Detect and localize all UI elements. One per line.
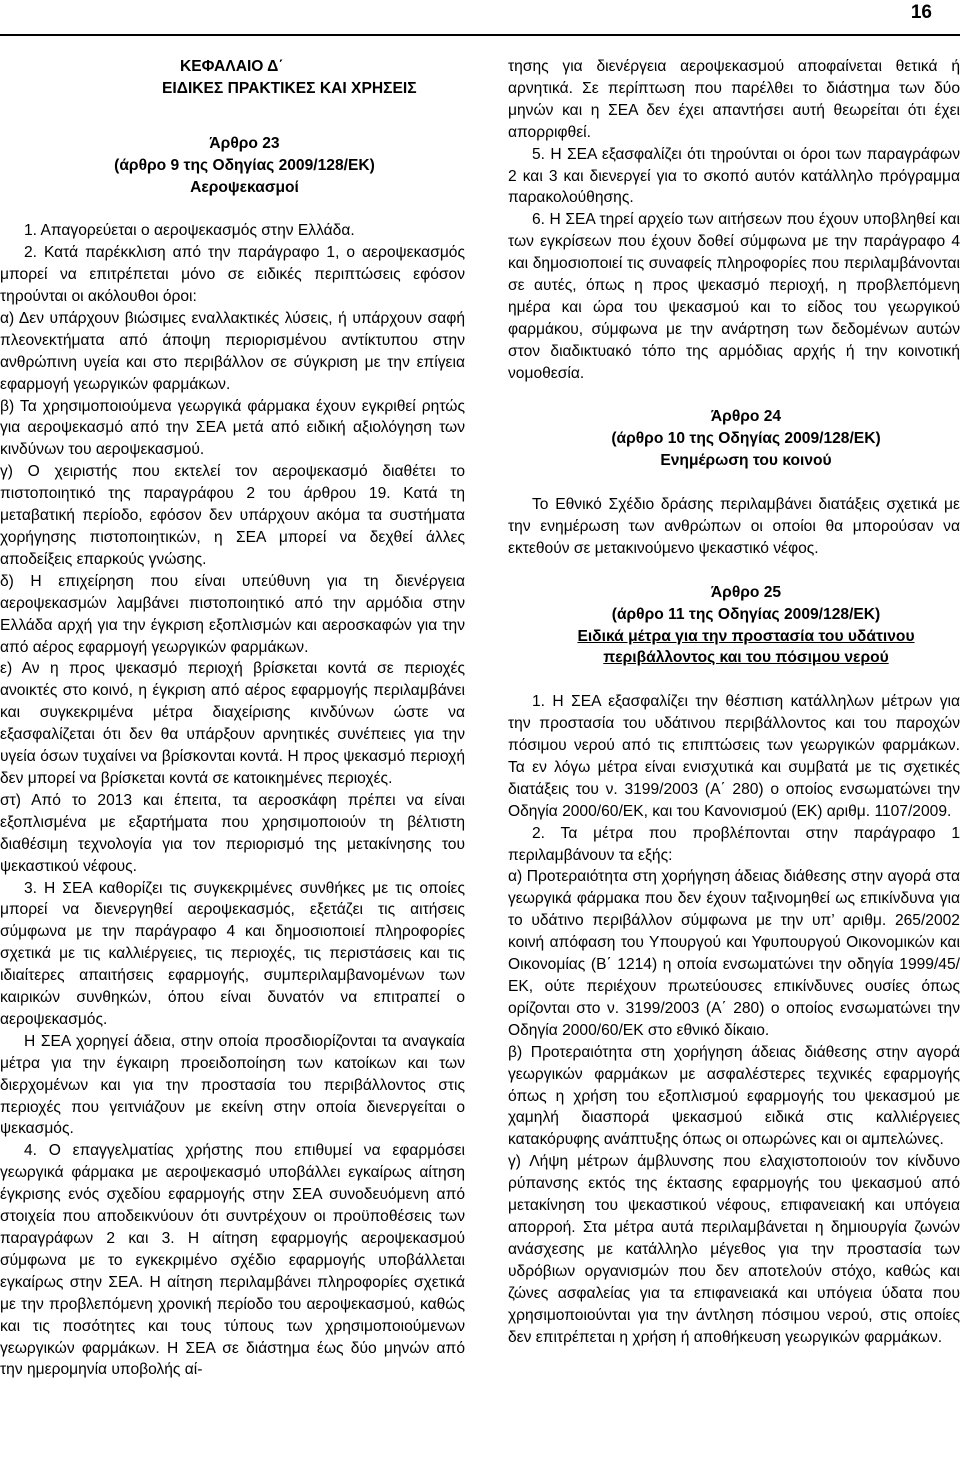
page-number: 16	[910, 2, 932, 23]
article-23-paragraph: δ) Η επιχείρηση που είναι υπεύθυνη για τη διενέργεια αεροψεκασμών λαμβάνει πιστοποιητικό από την αρμόδια στην Ελλάδα αρχή για την έγκριση εξοπλισμών και αεροσκαφών για την από αέρος εφαρμογή γεωργικών φαρμάκων.	[0, 572, 465, 656]
article-23-paragraph: 2. Κατά παρέκκλιση από την παράγραφο 1, ο αεροψεκασμός μπορεί να επιτρέπεται μόνο σε ειδικές περιπτώσεις εφόσον τηρούνται οι ακόλουθοι όροι:	[0, 244, 465, 306]
article-24-ref: (άρθρο 10 της Οδηγίας 2009/128/ΕΚ)	[611, 430, 881, 448]
article-23-paragraph: γ) Ο χειριστής που εκτελεί τον αεροψεκασμό διαθέτει το πιστοποιητικό της παραγράφου 2 του άρθρου 19. Κατά τη μεταβατική περίοδο, εφόσον δεν υπάρχουν ακόμα τα συστήματα χορήγησης πιστοποιητικών, η ΣΕΑ μπορεί να δεχθεί άλλες αποδείξεις επαρκούς γνώσης.	[0, 463, 465, 568]
article-23-subject: Αεροψεκασμοί	[190, 178, 299, 196]
article-24-paragraph: Το Εθνικό Σχέδιο δράσης περιλαμβάνει διατάξεις σχετικά με την ενημέρωση των ανθρώπων οι οποίοι θα μπορούσαν να εκτεθούν σε μετακινούμενο ψεκαστικό νέφος.	[508, 496, 960, 557]
right-column	[508, 56, 960, 1348]
article-23-paragraph: ε) Αν η προς ψεκασμό περιοχή βρίσκεται κοντά σε περιοχές ανοικτές στο κοινό, η έγκριση από αέρος εφαρμογής περιλαμβάνει και συγκεκριμένα μέτρα διαχείρισης κινδύνων ώστε να εξασφαλίζεται ότι δεν θα υπάρξουν αρνητικές συνέπειες για την υγεία όσων τυχαίνει να βρίσκονται κοντά. Η προς ψεκασμό περιοχή δεν μπορεί να βρίσκεται κοντά σε κατοικημένες περιοχές.	[0, 660, 465, 787]
article-25-paragraph: γ) Λήψη μέτρων άμβλυνσης που ελαχιστοποιούν τον κίνδυνο ρύπανσης εκτός της έκτασης εφαρμογής του ψεκασμού από μετακίνηση του ψεκαστικού νέφους, επιφανειακή και υπόγεια απορροή. Στα μέτρα αυτά περιλαμβάνεται η δημιουργία ζωνών ανάσχεσης με κατάλληλο μέγεθος για την προστασία των υδρόβιων οργανισμών που δεν αποτελούν στόχο, καθώς και ζώνες ασφαλείας για τα επιφανειακά και υπόγεια ύδατα που χρησιμοποιούνται για την άντληση πόσιμου νερού, στις οποίες δεν επιτρέπεται η χρήση ή αποθήκευση γεωργικών φαρμάκων.	[508, 1153, 960, 1346]
article-25-paragraph: α) Προτεραιότητα στη χορήγηση άδειας διάθεσης στην αγορά στα γεωργικά φάρμακα που δεν έχουν ταξινομηθεί ως επικίνδυνα για το υδάτινο περιβάλλον σύμφωνα με την υπ’ αριθμ. 265/2002 κοινή απόφαση του Υπουργού και Υφυπουργού Οικονομικών και Οικονομίας (Β΄ 1214) η οποία ενσωματώνει την οδηγία 1999/45/ΕΚ, ούτε περιέχουν πρωτεύουσες επικίνδυνες ουσίες όπως ορίζονται στο ν. 3199/2003 (Α΄ 280) ο οποίος ενσωματώνει την Οδηγία 2000/60/ΕΚ στο εθνικό δίκαιο.	[508, 868, 960, 1039]
chapter-subtitle: ΕΙΔΙΚΕΣ ΠΡΑΚΤΙΚΕΣ ΚΑΙ ΧΡΗΣΕΙΣ	[162, 79, 417, 97]
article-24-subject: Ενημέρωση του κοινού	[660, 452, 832, 470]
article-23-paragraph: Η ΣΕΑ χορηγεί άδεια, στην οποία προσδιορίζονται τα αναγκαία μέτρα για την έγκαιρη προειδοποίηση των κατοίκων και των διερχομένων και για την προστασία του περιβάλλοντος στις περιοχές που γειτνιάζουν με εκείνη στην οποία διενεργείται ο ψεκασμός.	[0, 1032, 465, 1138]
article-25-subject-line-2: περιβάλλοντος και του πόσιμου νερού	[603, 649, 889, 667]
header-rule	[0, 34, 960, 36]
article-23-paragraph: β) Τα χρησιμοποιούμενα γεωργικά φάρμακα έχουν εγκριθεί ρητώς για αεροψεκασμό από την ΣΕΑ μετά από ειδική αξιολόγηση των κινδύνων του αεροψεκασμού.	[0, 397, 465, 459]
article-23-paragraph: 1. Απαγορεύεται ο αεροψεκασμός στην Ελλάδα.	[24, 222, 355, 240]
article-25-paragraph: 2. Τα μέτρα που προβλέπονται στην παράγραφο 1 περιλαμβάνουν τα εξής:	[508, 824, 960, 864]
continuation-paragraph: τησης για διενέργεια αεροψεκασμού αποφαίνεται θετικά ή αρνητικά. Σε περίπτωση που παρέλθει το διάστημα των δύο μηνών και η ΣΕΑ δεν έχει απαντήσει αυτή θεωρείται ότι έχει απορριφθεί.	[508, 58, 960, 141]
article-23-paragraph: 6. Η ΣΕΑ τηρεί αρχείο των αιτήσεων που έχουν υποβληθεί και των εγκρίσεων που έχουν δοθεί σύμφωνα με την παράγραφο 4 και δημοσιοποιεί τις συναφείς πληροφορίες που περιλαμβάνονται σε αυτές, όπως η προς ψεκασμό περιοχή, η προβλεπόμενη ημέρα και ώρα του ψεκασμού και το είδος του γεωργικού φαρμάκου, σύμφωνα με την ανάρτηση των δεδομένων αυτών στον διαδικτυακό τόπο της αρμόδιας αρχής ή την κοινοτική νομοθεσία.	[508, 211, 960, 382]
article-23-paragraph: 3. Η ΣΕΑ καθορίζει τις συγκεκριμένες συνθήκες με τις οποίες μπορεί να διενεργηθεί αεροψεκασμός, εξετάζει τις αιτήσεις σύμφωνα με την παράγραφο 4 και δημοσιοποιεί πληροφορίες σχετικά με τις καλλιέργειες, τις περιοχές, τις περιστάσεις και τις ιδιαίτερες απαιτήσεις εφαρμογής, συμπεριλαμβανομένων των καιρικών συνθηκών, όπου είναι δυνατόν να επιτραπεί ο αεροψεκασμός.	[0, 879, 465, 1028]
article-23-paragraph: στ) Από το 2013 και έπειτα, τα αεροσκάφη πρέπει να είναι εξοπλισμένα με εξαρτήματα που χρησιμοποιούν τη βέλτιστη διαθέσιμη τεχνολογία για τον περιορισμό της μετακίνησης του ψεκαστικού νέφους.	[0, 791, 465, 875]
article-23-paragraph: α) Δεν υπάρχουν βιώσιμες εναλλακτικές λύσεις, ή υπάρχουν σαφή πλεονεκτήματα από άποψη περιορισμένου αντίκτυπου στην ανθρώπινη υγεία και στο περιβάλλον σε σύγκριση με την επίγεια εφαρμογή γεωργικών φαρμάκων.	[0, 309, 465, 393]
article-23-paragraph: 5. Η ΣΕΑ εξασφαλίζει ότι τηρούνται οι όροι των παραγράφων 2 και 3 και διενεργεί για το σκοπό αυτόν κατάλληλο πρόγραμμα παρακολούθησης.	[508, 145, 960, 207]
article-25-paragraph: β) Προτεραιότητα στη χορήγηση άδειας διάθεσης στην αγορά γεωργικών φαρμάκων με ασφαλέστερες τεχνικές εφαρμογής όπως η χρήση του εξοπλισμού εφαρμογής του ψεκασμού με χαμηλή διασπορά ψεκασμού ειδικά στις καλλιέργειες κατακόρυφης ανάπτυξης όπως οι οπωρώνες και οι αμπελώνες.	[508, 1043, 960, 1149]
article-23-title: Άρθρο 23	[209, 134, 280, 152]
article-25-ref: (άρθρο 11 της Οδηγίας 2009/128/ΕΚ)	[611, 605, 881, 623]
article-25-title: Άρθρο 25	[710, 583, 782, 601]
article-23-ref: (άρθρο 9 της Οδηγίας 2009/128/ΕΚ)	[114, 156, 375, 174]
page-header	[0, 0, 960, 44]
article-25-subject-line-1: Ειδικά μέτρα για την προστασία του υδάτινου	[577, 627, 915, 645]
article-24-title: Άρθρο 24	[710, 408, 782, 426]
chapter-heading	[0, 56, 465, 100]
chapter-title: ΚΕΦΑΛΑΙΟ Δ΄	[180, 58, 284, 75]
left-column	[0, 56, 465, 1381]
article-23-paragraph: 4. Ο επαγγελματίας χρήστης που επιθυμεί να εφαρμόσει γεωργικά φάρμακα με αεροψεκασμό υποβάλλει εγκαίρως αίτηση έγκρισης ενός σχεδίου εφαρμογής στην ΣΕΑ συνοδευόμενη από στοιχεία που αποδεικνύουν ότι συντρέχουν οι προϋποθέσεις των παραγράφων 2 και 3. Η αίτηση εφαρμογής αεροψεκασμού σύμφωνα με το εγκεκριμένο σχέδιο εφαρμογής υποβάλλεται εγκαίρως στην ΣΕΑ. Η αίτηση περιλαμβάνει πληροφορίες σχετικά με την προβλεπόμενη χρονική περίοδο του αεροψεκασμού, καθώς και τις ποσότητες και τους τύπους των χρησιμοποιούμενων γεωργικών φαρμάκων. Η ΣΕΑ σε διάστημα έως δύο μηνών από την ημερομηνία υποβολής αί-	[0, 1142, 465, 1379]
article-25-paragraph: 1. Η ΣΕΑ εξασφαλίζει την θέσπιση κατάλληλων μέτρων για την προστασία του υδάτινου περιβάλλοντος και του παροχών πόσιμου νερού από τις επιπτώσεις των γεωργικών φαρμάκων. Τα εν λόγω μέτρα είναι ενισχυτικά και συμβατά με τις σχετικές διατάξεις του ν. 3199/2003 (Α΄ 280) ο οποίος ενσωματώνει την Οδηγία 2000/60/ΕΚ, και του Κανονισμού (ΕΚ) αριθμ. 1107/2009.	[508, 693, 960, 820]
